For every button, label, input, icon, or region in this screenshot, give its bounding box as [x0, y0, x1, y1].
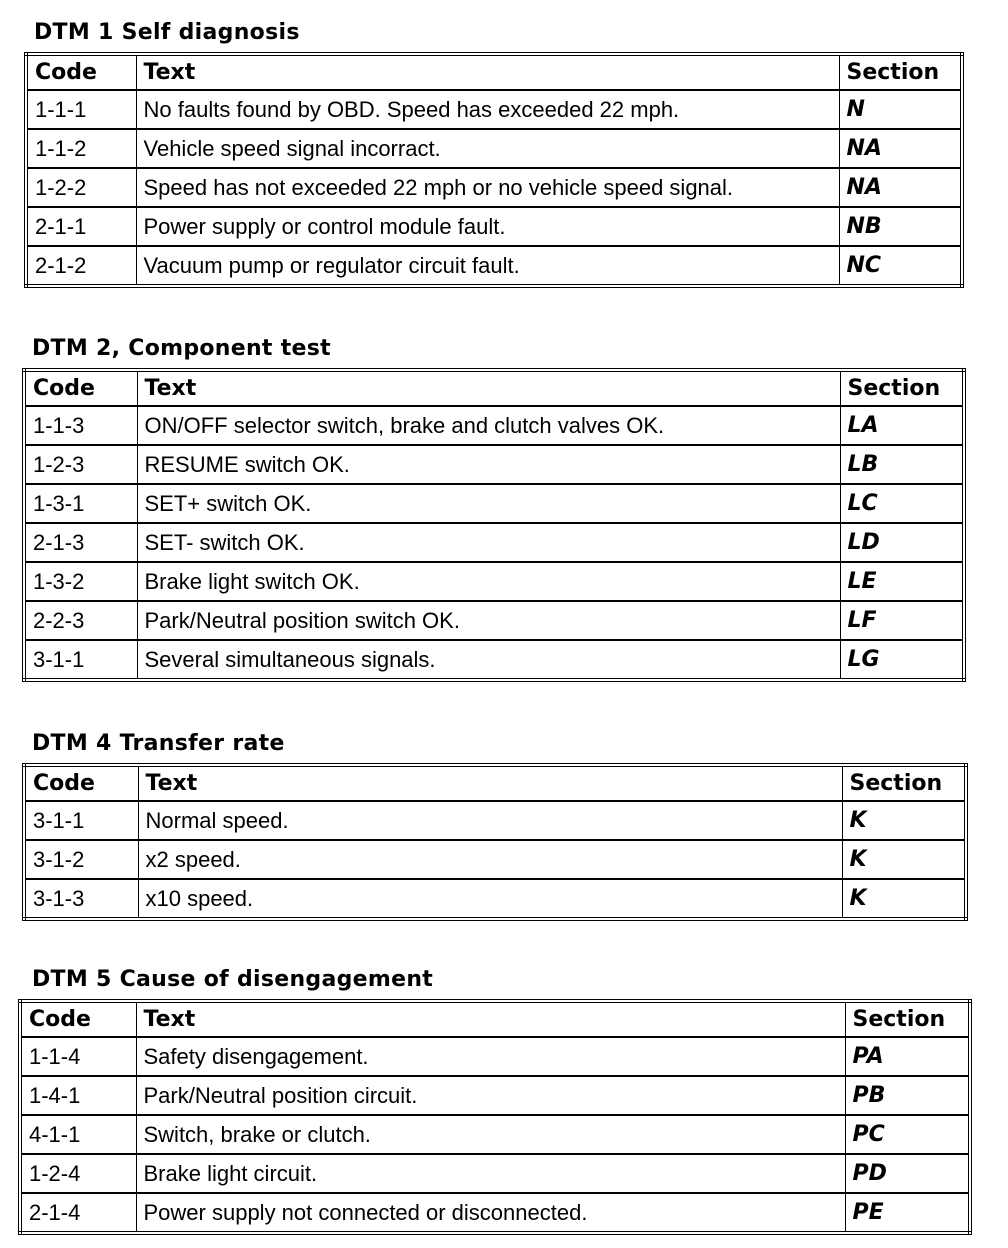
- section-header: Section: [842, 765, 966, 801]
- text-cell: Normal speed.: [138, 801, 842, 840]
- text-header: Text: [136, 1001, 845, 1037]
- table-row: [24, 801, 966, 840]
- text-cell: SET- switch OK.: [137, 523, 840, 562]
- table-row: [24, 406, 964, 445]
- text-header: Text: [136, 54, 839, 90]
- table-row: [20, 1154, 970, 1193]
- section-cell: PE: [845, 1193, 970, 1233]
- text-header: Text: [137, 370, 840, 406]
- table-row: [20, 1115, 970, 1154]
- section-header: Section: [845, 1001, 970, 1037]
- dtm-5-title: DTM 5 Cause of disengagement: [32, 967, 434, 992]
- section-cell: K: [842, 879, 966, 919]
- code-cell: 1-3-2: [24, 562, 137, 601]
- code-cell: 1-2-2: [26, 168, 136, 207]
- code-cell: 3-1-3: [24, 879, 138, 919]
- table-row: [26, 129, 962, 168]
- section-cell: N: [839, 90, 962, 129]
- text-cell: Switch, brake or clutch.: [136, 1115, 845, 1154]
- section-cell: PB: [845, 1076, 970, 1115]
- code-header: Code: [24, 370, 137, 406]
- code-cell: 2-1-3: [24, 523, 137, 562]
- text-cell: Brake light switch OK.: [137, 562, 840, 601]
- code-cell: 1-1-1: [26, 90, 136, 129]
- text-cell: Park/Neutral position switch OK.: [137, 601, 840, 640]
- text-cell: ON/OFF selector switch, brake and clutch valves OK.: [137, 406, 840, 445]
- table-row: [24, 484, 964, 523]
- text-cell: x2 speed.: [138, 840, 842, 879]
- code-cell: 1-3-1: [24, 484, 137, 523]
- table-row: [24, 523, 964, 562]
- table-row: [24, 601, 964, 640]
- code-cell: 1-1-2: [26, 129, 136, 168]
- text-cell: Park/Neutral position circuit.: [136, 1076, 845, 1115]
- section-header: Section: [840, 370, 964, 406]
- section-cell: LG: [840, 640, 964, 680]
- text-cell: No faults found by OBD. Speed has exceeded 22 mph.: [136, 90, 839, 129]
- text-cell: RESUME switch OK.: [137, 445, 840, 484]
- table-row: [20, 1076, 970, 1115]
- table-row: [26, 207, 962, 246]
- dtm-1-table: [24, 52, 964, 288]
- code-cell: 2-2-3: [24, 601, 137, 640]
- section-cell: PC: [845, 1115, 970, 1154]
- code-cell: 2-1-1: [26, 207, 136, 246]
- section-cell: LF: [840, 601, 964, 640]
- section-cell: LB: [840, 445, 964, 484]
- code-header: Code: [20, 1001, 136, 1037]
- section-cell: PD: [845, 1154, 970, 1193]
- dtm-1-title: DTM 1 Self diagnosis: [34, 20, 300, 45]
- text-cell: Safety disengagement.: [136, 1037, 845, 1076]
- dtm-2-title: DTM 2, Component test: [32, 336, 331, 361]
- code-cell: 1-1-4: [20, 1037, 136, 1076]
- code-cell: 1-2-4: [20, 1154, 136, 1193]
- text-cell: Power supply or control module fault.: [136, 207, 839, 246]
- dtm-2-table: [22, 368, 966, 682]
- text-cell: Vacuum pump or regulator circuit fault.: [136, 246, 839, 286]
- table-row: [20, 1037, 970, 1076]
- code-cell: 2-1-2: [26, 246, 136, 286]
- section-cell: NA: [839, 168, 962, 207]
- text-cell: Speed has not exceeded 22 mph or no vehicle speed signal.: [136, 168, 839, 207]
- table-row: [24, 879, 966, 919]
- table-row: [26, 168, 962, 207]
- table-row: [24, 562, 964, 601]
- table-row: [24, 445, 964, 484]
- table-row: [24, 840, 966, 879]
- text-cell: x10 speed.: [138, 879, 842, 919]
- text-cell: Brake light circuit.: [136, 1154, 845, 1193]
- text-header: Text: [138, 765, 842, 801]
- code-cell: 3-1-1: [24, 801, 138, 840]
- text-cell: Vehicle speed signal incorract.: [136, 129, 839, 168]
- text-cell: Several simultaneous signals.: [137, 640, 840, 680]
- table-row: [26, 90, 962, 129]
- table-header-row: [24, 765, 966, 801]
- table-row: [20, 1193, 970, 1233]
- table-row: [26, 246, 962, 286]
- section-cell: PA: [845, 1037, 970, 1076]
- dtm-5-table: [18, 999, 972, 1235]
- table-header-row: [20, 1001, 970, 1037]
- code-cell: 1-4-1: [20, 1076, 136, 1115]
- table-row: [24, 640, 964, 680]
- section-header: Section: [839, 54, 962, 90]
- section-cell: K: [842, 840, 966, 879]
- table-header-row: [24, 370, 964, 406]
- code-cell: 4-1-1: [20, 1115, 136, 1154]
- section-cell: LC: [840, 484, 964, 523]
- dtm-4-table: [22, 763, 968, 921]
- section-cell: LE: [840, 562, 964, 601]
- code-cell: 1-1-3: [24, 406, 137, 445]
- code-cell: 1-2-3: [24, 445, 137, 484]
- section-cell: LD: [840, 523, 964, 562]
- code-header: Code: [24, 765, 138, 801]
- dtm-4-title: DTM 4 Transfer rate: [32, 731, 285, 756]
- section-cell: NA: [839, 129, 962, 168]
- section-cell: K: [842, 801, 966, 840]
- section-cell: LA: [840, 406, 964, 445]
- code-cell: 3-1-2: [24, 840, 138, 879]
- code-header: Code: [26, 54, 136, 90]
- text-cell: SET+ switch OK.: [137, 484, 840, 523]
- code-cell: 2-1-4: [20, 1193, 136, 1233]
- text-cell: Power supply not connected or disconnected.: [136, 1193, 845, 1233]
- section-cell: NB: [839, 207, 962, 246]
- code-cell: 3-1-1: [24, 640, 137, 680]
- table-header-row: [26, 54, 962, 90]
- section-cell: NC: [839, 246, 962, 286]
